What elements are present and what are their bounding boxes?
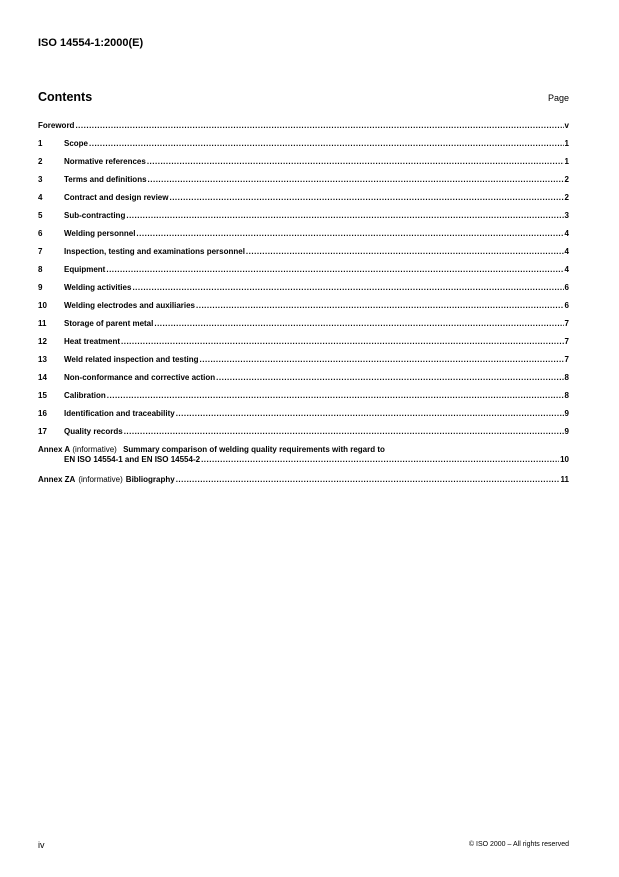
toc-entry-page: 7	[564, 319, 569, 328]
annex-label: Annex A	[38, 445, 71, 454]
annex-title-line2: EN ISO 14554-1 and EN ISO 14554-2	[64, 455, 201, 464]
toc-entry-section-4[interactable]	[38, 193, 569, 211]
toc-entry-title: Welding activities	[64, 283, 132, 292]
toc-entry-page: 10	[560, 455, 569, 464]
dot-leader	[196, 301, 564, 310]
dot-leader	[136, 229, 563, 238]
dot-leader	[246, 247, 564, 256]
toc-entry-page: 4	[564, 265, 569, 274]
toc-entry-section-5[interactable]	[38, 211, 569, 229]
toc-entry-section-2[interactable]	[38, 157, 569, 175]
toc-entry-page: 2	[564, 193, 569, 202]
toc-entry-page: 6	[564, 301, 569, 310]
toc-entry-title: Inspection, testing and examinations personnel	[64, 247, 245, 256]
toc-entry-title: Calibration	[64, 391, 106, 400]
toc-entry-number: 16	[38, 409, 47, 418]
toc-entry-number: 10	[38, 301, 47, 310]
copyright-notice: © ISO 2000 – All rights reserved	[468, 841, 569, 848]
toc-entry-title: Non-conformance and corrective action	[64, 373, 216, 382]
toc-entry-page: 8	[564, 391, 569, 400]
dot-leader	[176, 475, 560, 484]
table-of-contents	[38, 121, 569, 493]
toc-entry-page: 8	[564, 373, 569, 382]
dot-leader	[107, 391, 564, 400]
contents-title: Contents	[38, 90, 93, 104]
dot-leader	[176, 409, 564, 418]
dot-leader	[106, 265, 563, 274]
dot-leader	[169, 193, 563, 202]
toc-entry-number: 9	[38, 283, 43, 292]
toc-entry-foreword[interactable]	[38, 121, 569, 139]
toc-entry-page: 4	[564, 247, 569, 256]
dot-leader	[200, 355, 564, 364]
toc-entry-page: v	[564, 121, 569, 130]
toc-entry-number: 6	[38, 229, 43, 238]
annex-informative: (informative)	[72, 445, 117, 454]
toc-entry-section-14[interactable]	[38, 373, 569, 391]
toc-entry-number: 3	[38, 175, 43, 184]
toc-sections	[38, 139, 569, 445]
dot-leader	[154, 319, 563, 328]
toc-entry-number: 11	[38, 319, 47, 328]
toc-entry-section-7[interactable]	[38, 247, 569, 265]
dot-leader	[75, 121, 563, 130]
toc-entry-page: 1	[564, 157, 569, 166]
toc-entry-title: Heat treatment	[64, 337, 121, 346]
toc-entry-page: 3	[564, 211, 569, 220]
toc-entry-page: 2	[564, 175, 569, 184]
toc-entry-title: Contract and design review	[64, 193, 169, 202]
toc-entry-section-10[interactable]	[38, 301, 569, 319]
toc-entry-page: 6	[564, 283, 569, 292]
toc-entry-page: 4	[564, 229, 569, 238]
dot-leader	[124, 427, 564, 436]
toc-entry-section-1[interactable]	[38, 139, 569, 157]
toc-entry-number: 1	[38, 139, 43, 148]
annex-label: Annex ZA	[38, 475, 76, 484]
toc-entry-page: 7	[564, 337, 569, 346]
annex-informative: (informative)	[78, 475, 123, 484]
annex-title-line1: Summary comparison of welding quality requirements with regard to	[123, 445, 385, 454]
dot-leader	[148, 175, 564, 184]
toc-entry-title: Equipment	[64, 265, 106, 274]
toc-entry-title: Welding electrodes and auxiliaries	[64, 301, 196, 310]
toc-entry-section-12[interactable]	[38, 337, 569, 355]
toc-entry-page: 7	[564, 355, 569, 364]
toc-entry-title: Normative references	[64, 157, 146, 166]
toc-entry-page: 9	[564, 409, 569, 418]
toc-entry-number: 14	[38, 373, 47, 382]
dot-leader	[132, 283, 563, 292]
dot-leader	[201, 455, 559, 464]
toc-entry-number: 5	[38, 211, 43, 220]
dot-leader	[121, 337, 564, 346]
toc-entry-annex-a[interactable]	[38, 445, 569, 475]
toc-entry-section-16[interactable]	[38, 409, 569, 427]
toc-entry-title: Storage of parent metal	[64, 319, 154, 328]
toc-entry-number: 17	[38, 427, 47, 436]
toc-entry-title: Terms and definitions	[64, 175, 147, 184]
toc-entry-number: 7	[38, 247, 43, 256]
dot-leader	[216, 373, 563, 382]
dot-leader	[147, 157, 564, 166]
toc-entry-number: 12	[38, 337, 47, 346]
toc-entry-number: 2	[38, 157, 43, 166]
toc-entry-title: Weld related inspection and testing	[64, 355, 199, 364]
toc-entry-number: 13	[38, 355, 47, 364]
toc-entry-section-8[interactable]	[38, 265, 569, 283]
toc-entry-title: Scope	[64, 139, 89, 148]
dot-leader	[126, 211, 563, 220]
toc-entry-title: Welding personnel	[64, 229, 136, 238]
toc-entry-annex-za[interactable]	[38, 475, 569, 493]
dot-leader	[89, 139, 564, 148]
toc-entry-number: 4	[38, 193, 43, 202]
toc-entry-section-9[interactable]	[38, 283, 569, 301]
toc-entry-title: Identification and traceability	[64, 409, 175, 418]
toc-entry-page: 9	[564, 427, 569, 436]
toc-entry-section-11[interactable]	[38, 319, 569, 337]
toc-entry-page: 11	[560, 475, 569, 484]
toc-entry-section-17[interactable]	[38, 427, 569, 445]
toc-entry-page: 1	[564, 139, 569, 148]
toc-entry-number: 15	[38, 391, 47, 400]
toc-entry-number: 8	[38, 265, 43, 274]
toc-entry-title: Quality records	[64, 427, 123, 436]
document-id: ISO 14554-1:2000(E)	[38, 37, 144, 49]
toc-entry-section-13[interactable]	[38, 355, 569, 373]
page-column-label: Page	[547, 93, 569, 103]
page-number: iv	[38, 840, 45, 850]
annex-title: Bibliography	[125, 475, 175, 484]
toc-entry-section-3[interactable]	[38, 175, 569, 193]
toc-entry-title: Foreword	[38, 121, 75, 130]
toc-entry-section-15[interactable]	[38, 391, 569, 409]
toc-entry-title: Sub-contracting	[64, 211, 126, 220]
toc-entry-section-6[interactable]	[38, 229, 569, 247]
